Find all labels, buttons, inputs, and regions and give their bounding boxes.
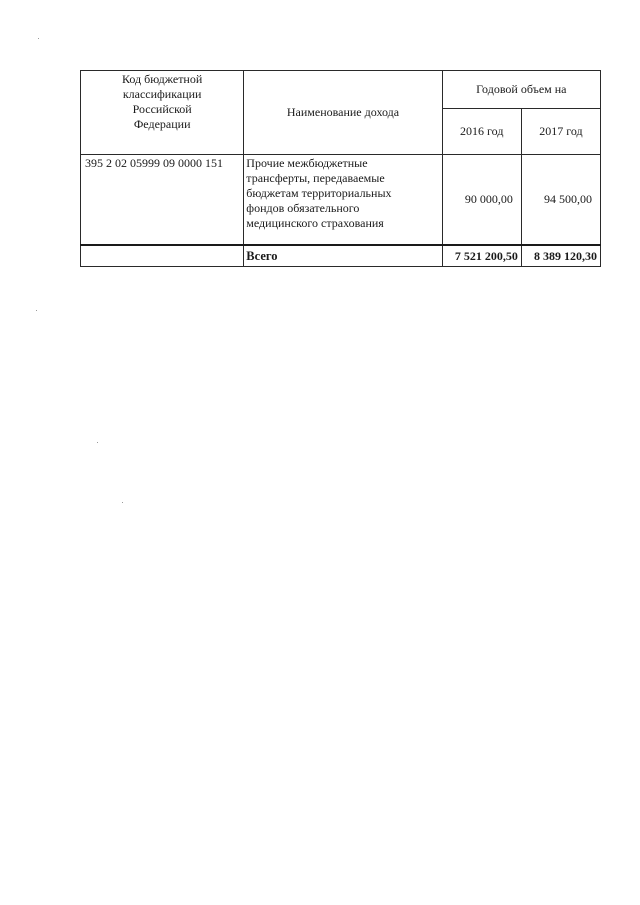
- row-income-name-line: бюджетам территориальных: [246, 186, 392, 200]
- row-income-name-line: фондов обязательного: [246, 201, 360, 215]
- row-income-name-line: трансферты, передаваемые: [246, 171, 385, 185]
- scan-speck: [97, 442, 98, 443]
- header-annual-volume: Годовой объем на: [442, 71, 600, 109]
- total-code-cell: [81, 245, 244, 267]
- scan-speck: [122, 502, 123, 503]
- total-value-2017: 8 389 120,30: [521, 245, 600, 267]
- header-code-line: Код бюджетной: [122, 72, 203, 86]
- header-code-cell: [81, 71, 244, 155]
- total-row: [81, 245, 601, 267]
- header-year-2016: 2016 год: [442, 108, 521, 154]
- scan-speck: [38, 38, 39, 39]
- header-year-2017: 2017 год: [521, 108, 600, 154]
- row-income-name-line: медицинского страхования: [246, 216, 384, 230]
- row-budget-code: 395 2 02 05999 09 0000 151: [81, 155, 244, 246]
- row-value-2017: 94 500,00: [521, 155, 600, 246]
- total-label: Всего: [244, 245, 442, 267]
- table-row: [81, 155, 601, 246]
- row-income-name-line: Прочие межбюджетные: [246, 156, 368, 170]
- header-code-line: классификации: [122, 87, 202, 101]
- total-value-2016: 7 521 200,50: [442, 245, 521, 267]
- scan-speck: [36, 310, 37, 311]
- budget-income-table: [80, 70, 601, 267]
- header-code-line: Российской: [132, 102, 192, 116]
- row-value-2016: 90 000,00: [442, 155, 521, 246]
- header-code-line: Федерации: [133, 117, 191, 131]
- row-income-name: [244, 155, 442, 246]
- table-header-row: [81, 71, 601, 109]
- header-income-name: Наименование дохода: [244, 71, 442, 155]
